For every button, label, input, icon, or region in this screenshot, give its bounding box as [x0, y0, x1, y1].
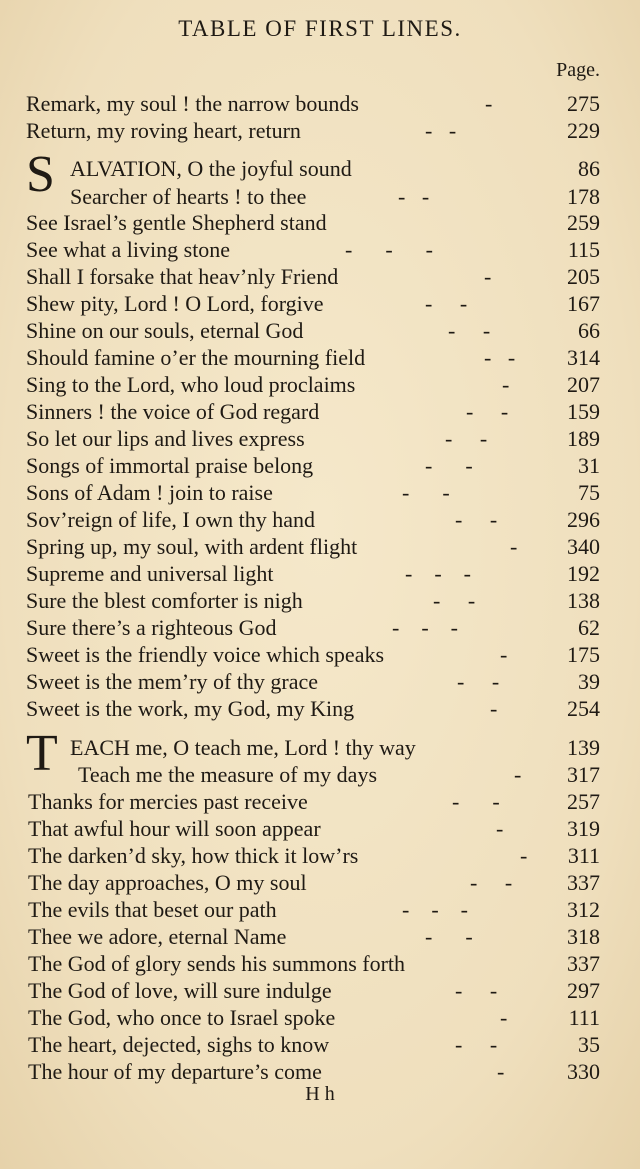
- list-item: [26, 236, 600, 263]
- list-item: [26, 533, 600, 560]
- page-number: 189: [567, 426, 600, 451]
- leader-dashes: - -: [445, 426, 488, 451]
- list-item: [26, 668, 600, 695]
- leader-dashes: -: [485, 91, 493, 116]
- leader-dashes: - -: [470, 870, 513, 895]
- list-item: [26, 641, 600, 668]
- leader-dashes: - -: [466, 399, 509, 424]
- leader-dashes: -: [497, 1059, 505, 1084]
- list-item: [26, 344, 600, 371]
- page-number: 229: [567, 118, 600, 143]
- page-number: 275: [567, 91, 600, 116]
- page-column-heading: Page.: [556, 59, 600, 81]
- first-line-text: Sure the blest comforter is nigh: [26, 588, 303, 613]
- page-number: 35: [578, 1032, 600, 1057]
- page-number: 62: [578, 615, 600, 640]
- first-line-text: Thee we adore, eternal Name: [28, 924, 287, 949]
- page-number: 297: [567, 978, 600, 1003]
- drop-cap-letter: T: [26, 725, 58, 782]
- leader-dashes: -: [484, 264, 492, 289]
- first-line-text: ALVATION, O the joyful sound: [70, 156, 352, 181]
- list-item: [26, 560, 600, 587]
- first-line-text: Remark, my soul ! the narrow bounds: [26, 91, 359, 116]
- page-number: 159: [567, 399, 600, 424]
- first-line-text: Songs of immortal praise belong: [26, 453, 314, 478]
- first-line-text: Sweet is the friendly voice which speaks: [26, 642, 385, 667]
- leader-dashes: - -: [398, 184, 430, 209]
- first-line-text: The God of glory sends his summons forth: [28, 951, 406, 976]
- first-line-text: The hour of my departure’s come: [28, 1059, 322, 1084]
- list-item: [26, 371, 600, 398]
- page-number: 340: [567, 534, 600, 559]
- page-number: 111: [568, 1005, 600, 1030]
- first-line-text: Searcher of hearts ! to thee: [70, 184, 307, 209]
- first-line-text: Supreme and universal light: [26, 561, 274, 586]
- leader-dashes: - -: [455, 507, 498, 532]
- list-item: [26, 506, 600, 533]
- list-item: [26, 117, 600, 144]
- first-line-text: Spring up, my soul, with ardent flight: [26, 534, 358, 559]
- first-line-text: EACH me, O teach me, Lord ! thy way: [70, 735, 416, 760]
- list-item: [28, 1031, 600, 1058]
- first-line-text: The God, who once to Israel spoke: [28, 1005, 336, 1030]
- list-item: [70, 155, 600, 182]
- first-line-text: Sweet is the work, my God, my King: [26, 696, 355, 721]
- page-number: 317: [567, 762, 600, 787]
- list-item: [26, 425, 600, 452]
- page-number: 337: [567, 870, 600, 895]
- first-line-text: Shew pity, Lord ! O Lord, forgive: [26, 291, 324, 316]
- page-number: 207: [567, 372, 600, 397]
- first-line-text: The evils that beset our path: [28, 897, 277, 922]
- first-line-text: So let our lips and lives express: [26, 426, 305, 451]
- list-item: [26, 398, 600, 425]
- page-number: 319: [567, 816, 600, 841]
- page-number: 31: [578, 453, 600, 478]
- page-number: 314: [567, 345, 600, 370]
- page-number: 337: [567, 951, 600, 976]
- first-line-text: The day approaches, O my soul: [28, 870, 307, 895]
- leader-dashes: - -: [425, 924, 473, 949]
- list-item: [28, 1004, 600, 1031]
- list-item: [70, 183, 600, 210]
- list-item: [28, 815, 600, 842]
- list-item: [26, 587, 600, 614]
- first-line-text: Sov’reign of life, I own thy hand: [26, 507, 315, 532]
- list-item: [28, 1058, 600, 1085]
- list-item: [28, 788, 600, 815]
- leader-dashes: - - -: [405, 561, 471, 586]
- first-line-text: Sure there’s a righteous God: [26, 615, 277, 640]
- list-item: [28, 869, 600, 896]
- first-line-text: Sinners ! the voice of God regard: [26, 399, 320, 424]
- first-line-text: Shall I forsake that heav’nly Friend: [26, 264, 339, 289]
- first-line-text: That awful hour will soon appear: [28, 816, 321, 841]
- leader-dashes: - - -: [392, 615, 458, 640]
- page-number: 86: [578, 156, 600, 181]
- leader-dashes: - -: [425, 291, 468, 316]
- list-item: [26, 695, 600, 722]
- drop-cap-letter: S: [26, 146, 55, 203]
- leader-dashes: -: [520, 843, 528, 868]
- leader-dashes: -: [500, 1005, 508, 1030]
- page-number: 192: [567, 561, 600, 586]
- page-number: 330: [567, 1059, 600, 1084]
- leader-dashes: -: [496, 816, 504, 841]
- leader-dashes: -: [502, 372, 510, 397]
- leader-dashes: -: [490, 696, 498, 721]
- leader-dashes: -: [500, 642, 508, 667]
- page-number: 296: [567, 507, 600, 532]
- page-number: 312: [567, 897, 600, 922]
- leader-dashes: - -: [452, 789, 500, 814]
- list-item: [26, 614, 600, 641]
- list-item: [70, 734, 600, 761]
- page-number: 167: [567, 291, 600, 316]
- page-number: 254: [567, 696, 600, 721]
- list-item: [26, 290, 600, 317]
- leader-dashes: -: [514, 762, 522, 787]
- first-line-text: See what a living stone: [26, 237, 231, 262]
- page-number: 115: [567, 237, 600, 262]
- page-number: 311: [567, 843, 600, 868]
- first-line-text: Should famine o’er the mourning field: [26, 345, 366, 370]
- leader-dashes: -: [510, 534, 518, 559]
- list-item: [78, 761, 600, 788]
- leader-dashes: - -: [484, 345, 516, 370]
- leader-dashes: - -: [455, 978, 498, 1003]
- page-number: 138: [567, 588, 600, 613]
- list-item: [28, 896, 600, 923]
- first-line-text: Sons of Adam ! join to raise: [26, 480, 273, 505]
- first-line-text: Sweet is the mem’ry of thy grace: [26, 669, 319, 694]
- page-number: 75: [578, 480, 600, 505]
- list-item: [26, 263, 600, 290]
- leader-dashes: - -: [457, 669, 500, 694]
- list-item: [26, 90, 600, 117]
- list-item: [26, 452, 600, 479]
- leader-dashes: - - -: [402, 897, 468, 922]
- page-number: 175: [567, 642, 600, 667]
- first-line-text: Teach me the measure of my days: [78, 762, 378, 787]
- leader-dashes: - -: [402, 480, 450, 505]
- first-line-text: Thanks for mercies past receive: [28, 789, 308, 814]
- list-item: [26, 209, 600, 236]
- signature-mark: H h: [305, 1083, 335, 1105]
- leader-dashes: - - -: [345, 237, 433, 262]
- leader-dashes: - -: [455, 1032, 498, 1057]
- page-number: 66: [578, 318, 600, 343]
- list-item: [26, 479, 600, 506]
- page-title: TABLE OF FIRST LINES.: [178, 16, 462, 41]
- page-number: 259: [567, 210, 600, 235]
- first-line-text: Return, my roving heart, return: [26, 118, 301, 143]
- first-line-text: Shine on our souls, eternal God: [26, 318, 304, 343]
- leader-dashes: - -: [448, 318, 491, 343]
- first-line-text: The heart, dejected, sighs to know: [28, 1032, 330, 1057]
- page-number: 205: [567, 264, 600, 289]
- list-item: [26, 317, 600, 344]
- page-number: 39: [578, 669, 600, 694]
- list-item: [28, 842, 600, 869]
- leader-dashes: - -: [425, 118, 457, 143]
- leader-dashes: - -: [425, 453, 473, 478]
- page-number: 178: [567, 184, 600, 209]
- leader-dashes: - -: [433, 588, 476, 613]
- first-line-text: The God of love, will sure indulge: [28, 978, 332, 1003]
- first-line-text: The darken’d sky, how thick it low’rs: [28, 843, 359, 868]
- list-item: [28, 923, 600, 950]
- page-number: 257: [567, 789, 600, 814]
- page-number: 318: [567, 924, 600, 949]
- list-item: [28, 950, 600, 977]
- page-number: 139: [567, 735, 600, 760]
- list-item: [28, 977, 600, 1004]
- first-line-text: Sing to the Lord, who loud proclaims: [26, 372, 356, 397]
- first-line-text: See Israel’s gentle Shepherd stand: [26, 210, 327, 235]
